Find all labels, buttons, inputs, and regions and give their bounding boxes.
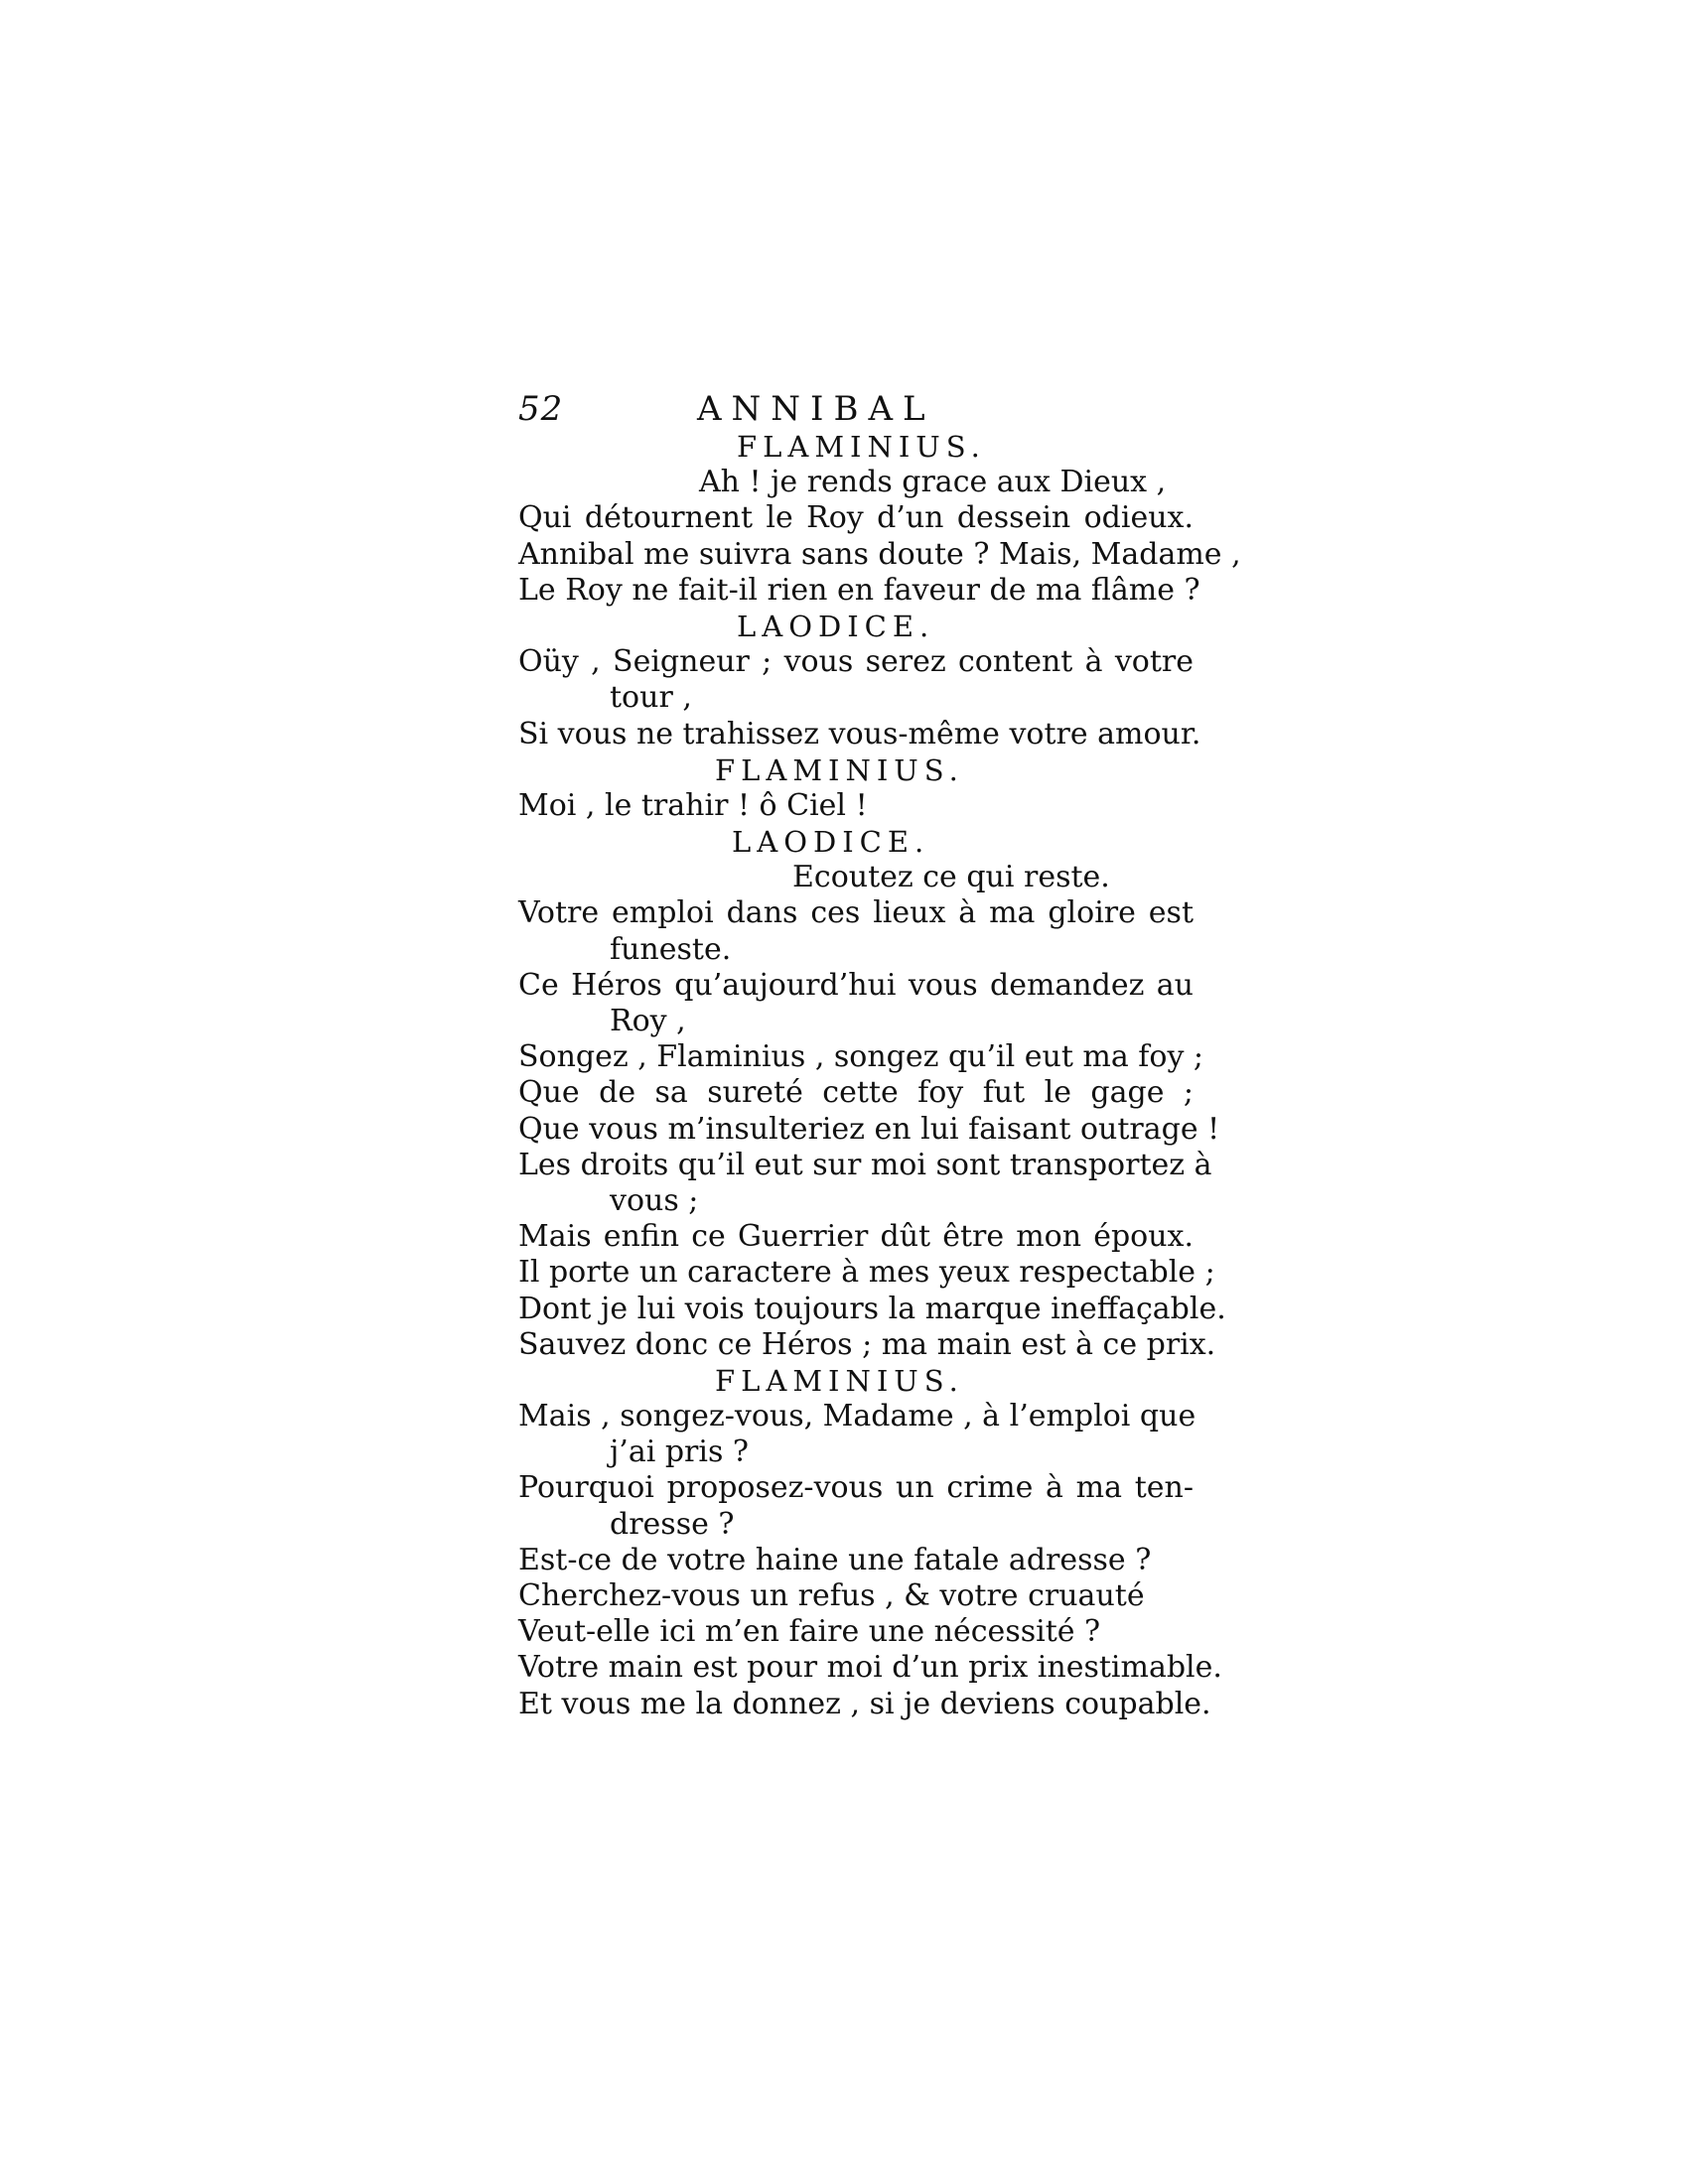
verse-line: Si vous ne trahissez vous-même votre amour. — [518, 716, 1201, 751]
verse-line: Roy , — [610, 1004, 686, 1038]
verse-line: Ce Héros qu’aujourd’hui vous demandez au — [518, 967, 1194, 1003]
verse-line: Il porte un caractere à mes yeux respectable ; — [518, 1255, 1215, 1291]
verse-line: Veut-elle ici m’en faire une nécessité ? — [518, 1614, 1101, 1650]
verse-line: vous ; — [610, 1182, 699, 1218]
verse-line: Songez , Flaminius , songez qu’il eut ma foy ; — [518, 1039, 1204, 1075]
verse-line: Qui détournent le Roy d’un dessein odieux. — [518, 500, 1194, 536]
play-text — [518, 429, 1241, 1722]
verse-line: tour , — [610, 680, 692, 716]
speaker-name: LAODICE. — [732, 825, 930, 860]
speaker-name: FLAMINIUS. — [737, 430, 986, 464]
running-title: ANNIBAL — [697, 389, 935, 429]
verse-line: Pourquoi proposez-vous un crime à ma ten- — [518, 1470, 1194, 1506]
verse-line: funeste. — [610, 931, 732, 967]
verse-line: Mais , songez-vous, Madame , à l’emploi que — [518, 1399, 1196, 1434]
verse-line: Oüy , Seigneur ; vous serez content à votre — [518, 644, 1194, 680]
verse-line: Que vous m’insulteriez en lui faisant outrage ! — [518, 1111, 1220, 1147]
verse-line: Cherchez-vous un refus , & votre cruauté — [518, 1578, 1145, 1613]
verse-line: Sauvez donc ce Héros ; ma main est à ce prix. — [518, 1326, 1216, 1362]
verse-line: Votre emploi dans ces lieux à ma gloire est — [518, 895, 1194, 931]
verse-line: Moi , le trahir ! ô Ciel ! — [518, 787, 868, 823]
verse-line: Dont je lui vois toujours la marque ineffaçable. — [518, 1291, 1226, 1326]
verse-line: Annibal me suivra sans doute ? Mais, Madame , — [518, 536, 1241, 572]
verse-line: Mais enfin ce Guerrier dût être mon époux. — [518, 1219, 1194, 1255]
page-number: 52 — [518, 389, 564, 429]
verse-line: Ah ! je rends grace aux Dieux , — [699, 465, 1167, 500]
verse-line: j’ai pris ? — [610, 1434, 750, 1470]
speaker-name: FLAMINIUS. — [715, 1363, 964, 1398]
verse-line: Les droits qu’il eut sur moi sont transportez à — [518, 1147, 1212, 1182]
verse-line: dresse ? — [610, 1506, 735, 1542]
verse-line: Est-ce de votre haine une fatale adresse ? — [518, 1542, 1152, 1577]
speaker-name: FLAMINIUS. — [715, 752, 964, 787]
verse-line: Et vous me la donnez , si je deviens coupable. — [518, 1686, 1211, 1721]
verse-line: Ecoutez ce qui reste. — [792, 860, 1110, 895]
verse-line: Que de sa sureté cette foy fut le gage ; — [518, 1075, 1194, 1111]
verse-line: Le Roy ne fait-il rien en faveur de ma flâme ? — [518, 572, 1200, 608]
verse-line: Votre main est pour moi d’un prix inestimable. — [518, 1650, 1222, 1686]
speaker-name: LAODICE. — [737, 609, 935, 643]
